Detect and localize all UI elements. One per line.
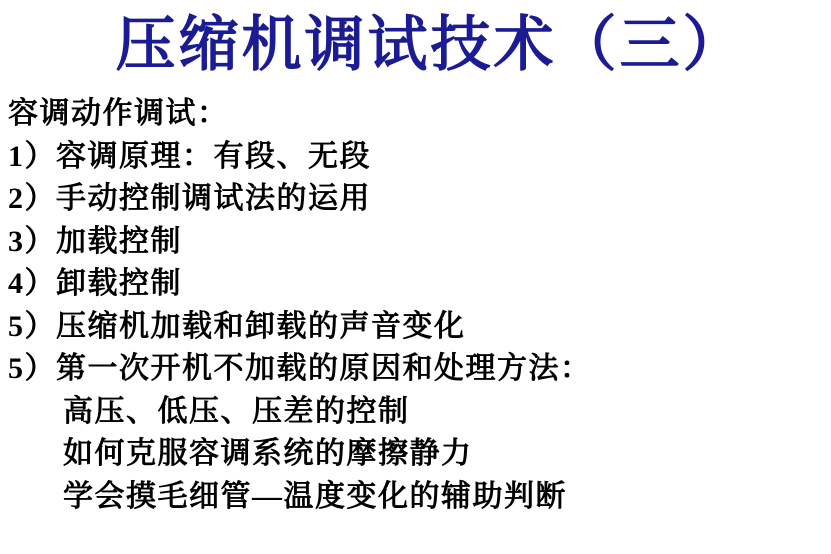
body-heading: 容调动作调试： [8, 97, 229, 130]
sub-item-2: 如何克服容调系统的摩擦静力 [63, 437, 473, 470]
list-item-3: 3）加载控制 [8, 224, 182, 258]
list-item-4: 4）卸载控制 [8, 267, 182, 300]
list-item-2: 2）手动控制调试法的运用 [8, 182, 371, 215]
list-item-1: 1）容调原理：有段、无段 [8, 139, 371, 173]
list-item-5b: 5）第一次开机不加载的原因和处理方法： [8, 352, 592, 385]
slide-title: 压缩机调试技术（三） [115, 12, 746, 78]
slide-body [0, 88, 831, 518]
sub-item-1: 高压、低压、压差的控制 [63, 394, 410, 428]
sub-item-3: 学会摸毛细管—温度变化的辅助判断 [63, 479, 567, 513]
list-item-5: 5）压缩机加载和卸载的声音变化 [8, 309, 466, 343]
